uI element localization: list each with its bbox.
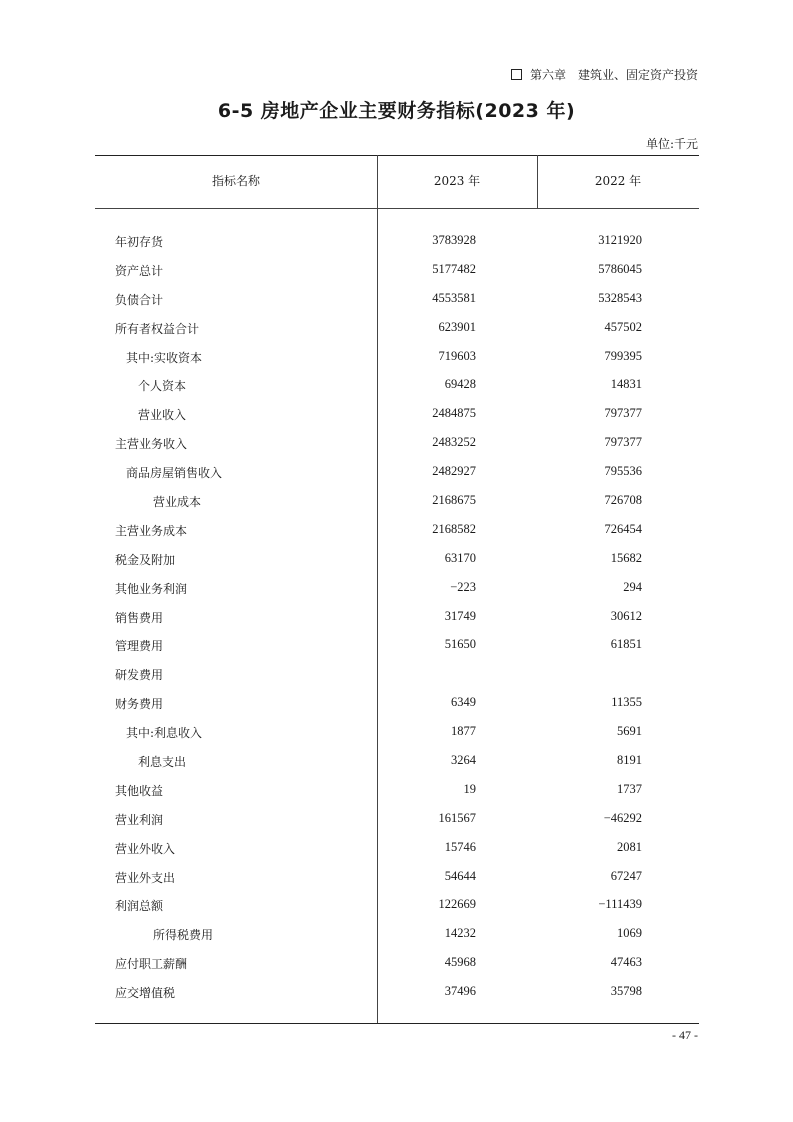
value-2023: 19 <box>463 781 476 796</box>
value-2023: 719603 <box>438 348 476 363</box>
table-row <box>95 370 699 399</box>
row-label: 主营业务成本 <box>115 523 188 538</box>
table-row <box>95 457 699 486</box>
value-2022: 726454 <box>604 521 642 536</box>
table-row <box>95 428 699 457</box>
value-2023: 5177482 <box>432 261 476 276</box>
table-bottom-rule <box>95 1023 699 1024</box>
table-row <box>95 948 699 977</box>
table-header-rule <box>95 208 699 209</box>
table-row <box>95 775 699 804</box>
value-2023: 69428 <box>444 377 476 392</box>
value-2023: 2484875 <box>432 406 476 421</box>
value-2022: 61851 <box>610 637 642 652</box>
value-2022: 294 <box>623 579 642 594</box>
table-row <box>95 659 699 688</box>
row-label: 商品房屋销售收入 <box>126 466 223 481</box>
table-row <box>95 486 699 515</box>
page-number: - 47 - <box>672 1028 698 1042</box>
column-header-name: 指标名称 <box>211 174 260 188</box>
table-row <box>95 630 699 659</box>
table-row <box>95 833 699 862</box>
value-2023: 54644 <box>444 868 476 883</box>
value-2023: 51650 <box>444 637 476 652</box>
table-body <box>95 226 699 1006</box>
table-row <box>95 573 699 602</box>
value-2023: 3783928 <box>432 233 476 247</box>
value-2022: 15682 <box>610 550 642 565</box>
table-row <box>95 515 699 544</box>
value-2023: 2168675 <box>432 493 476 508</box>
value-2023: −223 <box>450 579 476 594</box>
table-row <box>95 804 699 833</box>
row-label: 其他收益 <box>115 783 164 798</box>
value-2022: 5328543 <box>598 290 642 305</box>
row-label: 所有者权益合计 <box>115 321 200 336</box>
column-header-2023: 2023 年 <box>433 174 481 188</box>
chapter-header <box>511 66 698 83</box>
value-2022: 457502 <box>604 319 642 334</box>
row-label: 利息支出 <box>138 755 187 770</box>
value-2022: 3121920 <box>598 233 642 247</box>
value-2023: 63170 <box>444 550 476 565</box>
row-label: 营业外支出 <box>115 870 176 885</box>
table-row <box>95 313 699 342</box>
value-2023: 2483252 <box>432 435 476 450</box>
unit-label: 单位:千元 <box>645 137 698 151</box>
value-2022: 797377 <box>604 406 642 421</box>
row-label: 营业成本 <box>153 495 202 510</box>
value-2023: 6349 <box>451 695 476 710</box>
value-2023: 122669 <box>438 897 476 912</box>
row-label: 个人资本 <box>138 379 187 394</box>
row-label: 财务费用 <box>115 697 164 712</box>
row-label: 其中:实收资本 <box>126 350 203 365</box>
table-row <box>95 862 699 891</box>
table-row <box>95 602 699 631</box>
value-2023: 14232 <box>444 926 476 941</box>
table-row <box>95 255 699 284</box>
value-2023: 4553581 <box>432 290 476 305</box>
value-2022: 795536 <box>604 464 642 479</box>
value-2023: 2168582 <box>432 521 476 536</box>
value-2022: −111439 <box>598 897 642 912</box>
table-row <box>95 890 699 919</box>
value-2022: 11355 <box>611 695 642 710</box>
row-label: 其他业务利润 <box>115 581 188 596</box>
table-row <box>95 284 699 313</box>
table-top-rule <box>95 155 699 156</box>
value-2023: 45968 <box>444 955 476 970</box>
table-row <box>95 544 699 573</box>
value-2022: 2081 <box>617 839 642 854</box>
row-label: 年初存货 <box>115 235 164 249</box>
value-2023: 161567 <box>438 810 476 825</box>
value-2023: 15746 <box>444 839 476 854</box>
value-2022: 30612 <box>610 608 642 623</box>
value-2023: 31749 <box>444 608 476 623</box>
value-2022: 726708 <box>604 493 642 508</box>
row-label: 营业利润 <box>115 812 164 827</box>
row-label: 负债合计 <box>115 292 164 307</box>
value-2022: 35798 <box>610 984 642 999</box>
row-label: 应交增值税 <box>115 986 176 1001</box>
square-icon <box>511 69 522 80</box>
value-2022: 5691 <box>617 724 642 739</box>
row-label: 利润总额 <box>115 899 164 914</box>
value-2023: 623901 <box>438 319 476 334</box>
row-label: 主营业务收入 <box>115 437 188 452</box>
row-label: 所得税费用 <box>153 928 214 943</box>
value-2022: 47463 <box>610 955 642 970</box>
value-2022: 5786045 <box>598 261 642 276</box>
row-label: 营业收入 <box>138 408 187 423</box>
row-label: 管理费用 <box>115 639 164 654</box>
value-2023: 3264 <box>451 753 476 768</box>
table-row <box>95 746 699 775</box>
table-title: 6-5 房地产企业主要财务指标(2023 年) <box>217 100 576 122</box>
row-label: 营业外收入 <box>115 841 176 856</box>
value-2022: 1069 <box>617 926 642 941</box>
row-label: 应付职工薪酬 <box>115 957 188 972</box>
value-2022: 797377 <box>604 435 642 450</box>
value-2022: 8191 <box>617 753 642 768</box>
column-header-2022: 2022 年 <box>594 174 642 188</box>
table-row <box>95 977 699 1006</box>
table-row <box>95 226 699 255</box>
table-row <box>95 399 699 428</box>
value-2023: 2482927 <box>432 464 476 479</box>
table-row <box>95 919 699 948</box>
value-2022: 14831 <box>610 377 642 392</box>
value-2022: 67247 <box>610 868 642 883</box>
value-2023: 1877 <box>451 724 476 739</box>
row-label: 销售费用 <box>115 610 164 625</box>
value-2022: 1737 <box>617 781 642 796</box>
value-2023: 37496 <box>444 984 476 999</box>
row-label: 税金及附加 <box>115 552 176 567</box>
row-label: 资产总计 <box>115 263 164 278</box>
value-2022: −46292 <box>603 810 642 825</box>
table-row <box>95 717 699 746</box>
chapter-title: 第六章 建筑业、固定资产投资 <box>529 68 698 82</box>
table-row <box>95 342 699 371</box>
table-row <box>95 688 699 717</box>
row-label: 研发费用 <box>115 668 164 683</box>
value-2022: 799395 <box>604 348 642 363</box>
row-label: 其中:利息收入 <box>126 726 203 741</box>
